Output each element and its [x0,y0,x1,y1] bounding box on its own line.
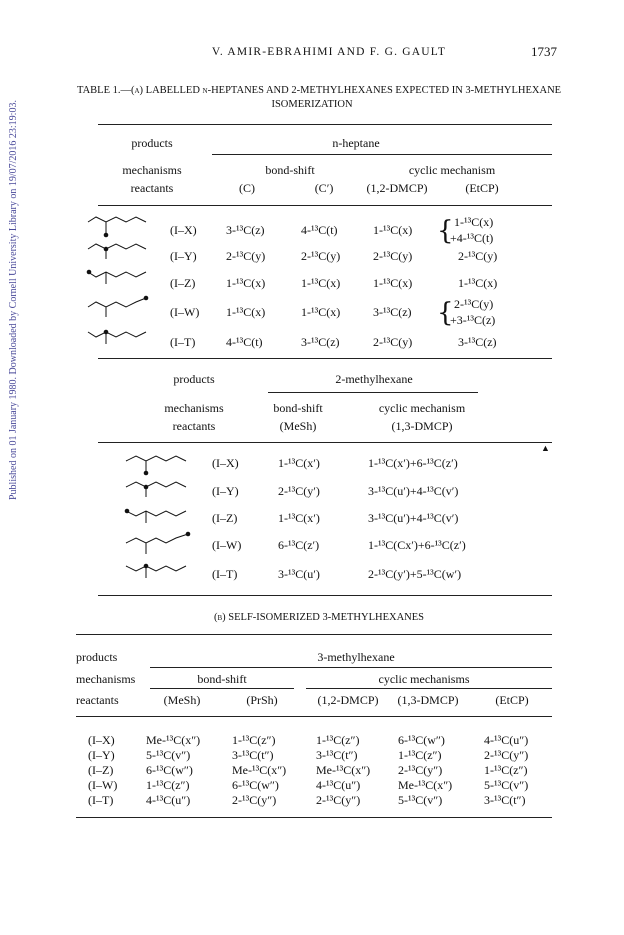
table1b-col-etcp: (EtCP) [495,693,529,707]
heptane-reactants-label: reactants [130,181,174,195]
table1b-cell: 2-¹³C(y″) [232,793,277,807]
heptane-row-label: (I–W) [170,305,200,319]
heptane-cell: 2-¹³C(y) [454,297,494,311]
heptane-cell: 1-¹³C(x) [301,276,341,290]
table1b-cell: 6-¹³C(w″) [398,733,445,747]
table1b-row-label: (I–X) [88,733,115,747]
methylhexane-col-mesh: (MeSh) [279,419,317,433]
methylhexane-products-label: products [173,372,215,386]
heptane-row-label: (I–X) [170,223,197,237]
methylhexane-col-13dmcp: (1,3-DMCP) [391,419,453,433]
table-caption-b: (b) SELF-ISOMERIZED 3-METHYLHEXANES [214,612,424,623]
methylhexane-cell: 1-¹³C(x′) [278,456,320,470]
table1b-cell: 1-¹³C(z″) [232,733,276,747]
brace: { [437,216,454,246]
heptane-title: n-heptane [332,136,380,150]
heptane-row-label: (I–Y) [170,249,197,263]
methylhexane-cell: 2-¹³C(y′)+5-¹³C(w′) [368,567,462,581]
methylhexane-cell: 3-¹³C(u′) [278,567,320,581]
table1b-cell: 2-¹³C(y″) [316,793,361,807]
heptane-cell: 1-¹³C(x) [226,305,266,319]
table1b-cell: Me-¹³C(x″) [316,763,371,777]
table1b-cell: 1-¹³C(z″) [316,733,360,747]
methylhexane-cell: 2-¹³C(y′) [278,484,320,498]
table1b-cell: 1-¹³C(z″) [398,748,442,762]
heptane-cell: 2-¹³C(y) [301,249,341,263]
heptane-cell: +3-¹³C(z) [450,313,496,327]
table1b-cell: 4-¹³C(u″) [484,733,529,747]
heptane-mechanisms-label: mechanisms [122,163,182,177]
heptane-cell: 1-¹³C(x) [301,305,341,319]
methylhexane-row-label: (I–W) [212,538,242,552]
methylhexane-bond-shift: bond-shift [273,401,323,415]
table1b-cell: 5-¹³C(v″) [484,778,529,792]
methylhexane-row-label: (I–X) [212,456,239,470]
table1b-title: 3-methylhexane [317,650,395,664]
heptane-cell: 1-¹³C(x) [373,276,413,290]
table1b-cell: Me-¹³C(x″) [146,733,201,747]
table-caption-a: TABLE 1.—(a) LABELLED n-HEPTANES AND 2-METHYLHEXANES EXPECTED IN 3-METHYLHEXANE [77,85,562,96]
table1b-row-label: (I–Y) [88,748,115,762]
heptane-cell: 3-¹³C(z) [226,223,265,237]
table1b-cell: 3-¹³C(t″) [316,748,358,762]
heptane-col-c-prime: (C′) [314,181,334,195]
heptane-cyclic: cyclic mechanism [408,163,496,177]
heptane-cell: 4-¹³C(t) [301,223,338,237]
molecule-label-t-icon [88,330,152,352]
molecule-label-z-icon [88,270,152,290]
table1b-bond-shift: bond-shift [197,672,247,686]
molecule-label-w-icon [126,533,196,557]
molecule-label-t-icon [126,564,190,586]
table1b-cell: 3-¹³C(t″) [232,748,274,762]
table1b-cell: 2-¹³C(y″) [484,748,529,762]
heptane-cell: +4-¹³C(t) [450,231,494,245]
heptane-cell: 2-¹³C(y) [458,249,498,263]
methylhexane-cell: 3-¹³C(u′)+4-¹³C(v′) [368,511,459,525]
methylhexane-cyclic: cyclic mechanism [378,401,466,415]
heptane-cell: 3-¹³C(z) [458,335,497,349]
molecule-label-w-icon [88,297,152,319]
molecule-label-z-icon [126,509,190,531]
table1b-cell: 5-¹³C(v″) [398,793,443,807]
methylhexane-cell: 1-¹³C(Cx′)+6-¹³C(z′) [368,538,466,552]
table1b-cell: 6-¹³C(w″) [146,763,193,777]
running-header-authors: V. AMIR-EBRAHIMI AND F. G. GAULT [211,46,447,58]
table1b-col-12dmcp: (1,2-DMCP) [317,693,379,707]
methylhexane-mechanisms-label: mechanisms [164,401,224,415]
table1b-cell: Me-¹³C(x″) [398,778,453,792]
table1b-cell: 1-¹³C(z″) [146,778,190,792]
table1b-cell: 6-¹³C(w″) [232,778,279,792]
table1b-reactants-label: reactants [76,693,119,707]
table1b-cell: Me-¹³C(x″) [232,763,287,777]
table1b-cell: 4-¹³C(u″) [146,793,191,807]
molecule-label-x-icon [126,455,190,477]
table-caption-a-cont: ISOMERIZATION [271,99,353,110]
heptane-cell: 3-¹³C(z) [373,305,412,319]
page-number: 1737 [531,44,557,59]
heptane-row-label: (I–Z) [170,276,196,290]
methylhexane-title: 2-methylhexane [335,372,413,386]
table1b-products-label: products [76,650,118,664]
methylhexane-cell: 1-¹³C(x′)+6-¹³C(z′) [368,456,458,470]
heptane-cell: 1-¹³C(x) [373,223,413,237]
heptane-col-etcp: (EtCP) [465,181,499,195]
table1b-col-mesh: (MeSh) [163,693,201,707]
table1b-col-prsh: (PrSh) [246,693,278,707]
heptane-col-12dmcp: (1,2-DMCP) [366,181,428,195]
heptane-col-c: (C) [239,181,255,195]
methylhexane-row-label: (I–Y) [212,484,239,498]
methylhexane-reactants-label: reactants [172,419,216,433]
brace: { [437,298,454,328]
table1b-cell: 2-¹³C(y″) [398,763,443,777]
table1b-mechanisms-label: mechanisms [76,672,136,686]
molecule-label-x-icon [88,216,152,246]
table1b-cell: 4-¹³C(u″) [316,778,361,792]
methylhexane-row-label: (I–T) [212,567,238,581]
table1b-cell: 1-¹³C(z″) [484,763,528,777]
heptane-cell: 1-¹³C(x) [454,215,494,229]
heptane-row-label: (I–T) [170,335,196,349]
heptane-cell: 1-¹³C(x) [458,276,498,290]
heptane-cell: 2-¹³C(y) [226,249,266,263]
methylhexane-cell: 3-¹³C(u′)+4-¹³C(v′) [368,484,459,498]
arrow-mark: ▲ [541,443,550,453]
heptane-products-label: products [131,136,173,150]
heptane-bond-shift: bond-shift [265,163,315,177]
table1b-cell: 3-¹³C(t″) [484,793,526,807]
table1b-row-label: (I–W) [88,778,118,792]
table1b-cell: 5-¹³C(v″) [146,748,191,762]
methylhexane-cell: 6-¹³C(z′) [278,538,320,552]
heptane-cell: 4-¹³C(t) [226,335,263,349]
molecule-label-y-icon [88,243,152,263]
molecule-label-y-icon [126,481,190,503]
table1b-cyclic: cyclic mechanisms [378,672,470,686]
methylhexane-cell: 1-¹³C(x′) [278,511,320,525]
heptane-cell: 2-¹³C(y) [373,249,413,263]
table1b-col-13dmcp: (1,3-DMCP) [397,693,459,707]
heptane-cell: 2-¹³C(y) [373,335,413,349]
download-notice: Published on 01 January 1980. Downloaded by Cornell University Library on 19/07/2016 23:19:03. [8,100,19,500]
heptane-cell: 3-¹³C(z) [301,335,340,349]
methylhexane-row-label: (I–Z) [212,511,238,525]
heptane-cell: 1-¹³C(x) [226,276,266,290]
table1b-row-label: (I–T) [88,793,114,807]
table1b-row-label: (I–Z) [88,763,114,777]
